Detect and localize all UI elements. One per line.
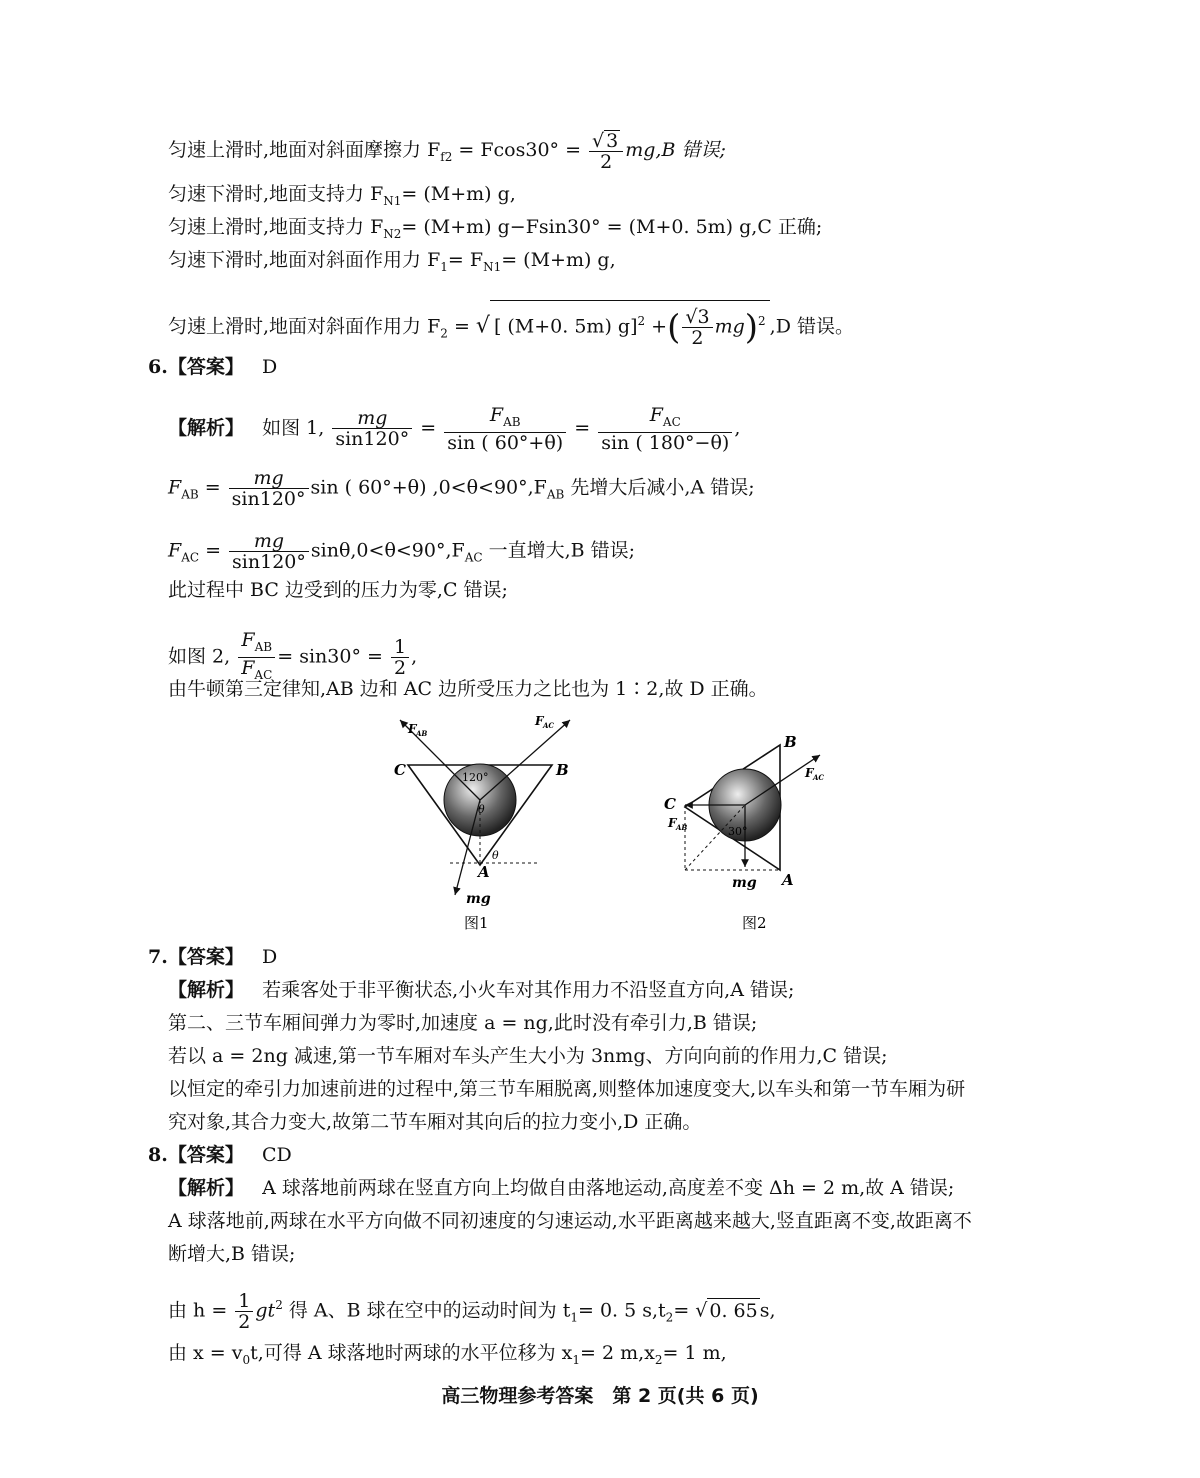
svg-text:B: B <box>556 761 569 779</box>
page-footer: 高三物理参考答案 第 2 页(共 6 页) <box>441 1385 759 1407</box>
fig1-caption: 图1 <box>464 914 489 932</box>
svg-text:F: F <box>805 766 814 780</box>
line-q5-force-down: 匀速下滑时,地面对斜面作用力 $F_1= F_{N1}= (M+m)$ g, <box>168 249 616 274</box>
svg-text:F: F <box>408 722 417 736</box>
svg-text:120°: 120° <box>462 771 489 784</box>
fac-arrow <box>480 720 570 800</box>
svg-text:F: F <box>535 714 544 728</box>
q6-answer-line: 6.【答案】 D <box>148 356 278 378</box>
svg-text:mg: mg <box>466 891 491 907</box>
q6-analysis-line3: $F_{AC}$ = $\frac{mg}{\sin 120^\circ}$ $\sin\theta,0<\theta<90^\circ,F_{AC}$ 一直增大,B 错误; <box>168 530 636 573</box>
svg-text:A: A <box>478 863 490 881</box>
q6-analysis-line4: 此过程中 BC 边受到的压力为零,C 错误; <box>168 579 508 601</box>
q7-analysis-line3: 若以 a = 2ng 减速,第一节车厢对车头产生大小为 3nmg、方向向前的作用力,C 错误; <box>168 1045 888 1067</box>
line-q5-support-down: 匀速下滑时,地面支持力 $F_{N1}= (M+m)$ g, <box>168 183 516 208</box>
svg-text:A: A <box>782 871 794 889</box>
svg-text:C: C <box>394 761 406 779</box>
figure-1 <box>380 705 580 940</box>
q7-analysis-line4: 以恒定的牵引力加速前进的过程中,第三节车厢脱离,则整体加速度变大,以车头和第一节车厢为研 <box>168 1078 966 1100</box>
q6-analysis-line6: 由牛顿第三定律知,AB 边和 AC 边所受压力之比也为 1∶2,故 D 正确。 <box>168 678 768 700</box>
svg-text:AC: AC <box>543 721 555 730</box>
figure-2 <box>660 705 860 940</box>
svg-text:mg: mg <box>732 875 757 891</box>
svg-text:AB: AB <box>416 729 428 738</box>
svg-text:30°: 30° <box>728 825 748 838</box>
svg-text:AC: AC <box>813 773 825 782</box>
svg-text:θ: θ <box>478 803 485 816</box>
q8-analysis-line3: 断增大,B 错误; <box>168 1243 296 1265</box>
svg-text:B: B <box>784 733 797 751</box>
q7-analysis-line1: 【解析】 若乘客处于非平衡状态,小火车对其作用力不沿竖直方向,A 错误; <box>168 979 795 1001</box>
line-q5-support-up: 匀速上滑时,地面支持力 $F_{N2}= (M+m) g-Fsin30^\circ = (M+0$. 5m) g,C 正确; <box>168 216 823 241</box>
line-q5-friction-up: 匀速上滑时,地面对斜面摩擦力 $F_{f2} = Fcos30^\circ$ = $\frac{√ 3}{2}$ mg,B 错误; <box>168 130 726 173</box>
q6-analysis-line5: 如图 2, $\frac{F_{AB}}{F_{AC}}$ = sin30° = $\frac{1}{2}$ , <box>168 629 418 682</box>
q8-analysis-line2: A 球落地前,两球在水平方向做不同初速度的匀速运动,水平距离越来越大,竖直距离不变,故距离不 <box>168 1210 972 1232</box>
q6-analysis-line2: $F_{AB}$ = $\frac{mg}{\sin 120^\circ}$ sin ( 60°+θ) $,0<\theta<90^\circ,F_{AB}$ 先增大后减小,A 错误; <box>168 467 755 510</box>
fig2-caption: 图2 <box>742 914 767 932</box>
q8-answer-line: 8.【答案】 CD <box>148 1144 292 1166</box>
q7-analysis-line5: 究对象,其合力变大,故第二节车厢对其向后的拉力变小,D 正确。 <box>168 1111 702 1133</box>
svg-text:θ: θ <box>492 849 499 862</box>
q7-analysis-line2: 第二、三节车厢间弹力为零时,加速度 a = ng,此时没有牵引力,B 错误; <box>168 1012 758 1034</box>
q7-answer-line: 7.【答案】 D <box>148 946 278 968</box>
line-q5-force-up: 匀速上滑时,地面对斜面作用力 $F_2$ = √ [ (M+0. 5m) g]$^2$ +( $\frac{√3}{2}$ mg)$^2$ ,D 错误。 <box>168 300 854 348</box>
svg-text:C: C <box>664 795 676 813</box>
q8-analysis-line4: 由 h = $\frac{1}{2}$ $gt^2$ 得 A、B 球在空中的运动时间为 $t_1= 0$. 5 $s,t_2=$ √ 0. 65 s, <box>168 1290 776 1333</box>
svg-text:AB: AB <box>676 823 688 832</box>
q8-analysis-line1: 【解析】 A 球落地前两球在竖直方向上均做自由落地运动,高度差不变 Δh = 2 m,故 A 错误; <box>168 1177 955 1199</box>
q8-analysis-line5: 由 $x = v_0t$,可得 A 球落地时两球的水平位移为 $x_1= 2$ $m,x_2= 1$ m, <box>168 1342 727 1367</box>
q6-analysis-line1: 【解析】 如图 1, $\frac{mg}{\sin 120^\circ}$ = $\frac{F_{AB}}{\sin ( 60^\circ+\theta)}$ = $\frac{F_{AC}}{\sin ( 180^\circ-\theta)}$ , <box>168 404 741 454</box>
svg-text:F: F <box>668 816 677 830</box>
